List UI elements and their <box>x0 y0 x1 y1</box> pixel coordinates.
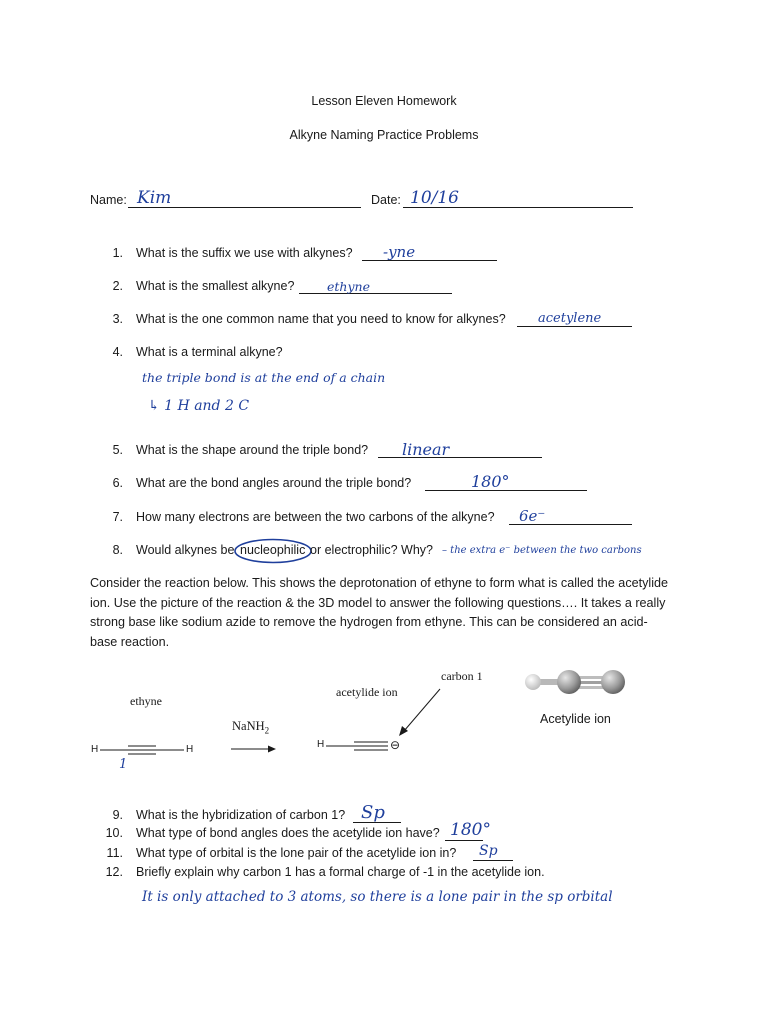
q6-number: 6. <box>112 476 123 490</box>
q12-answer: It is only attached to 3 atoms, so there is a lone pair in the sp orbital <box>142 889 613 905</box>
q2-answer-line[interactable] <box>299 293 452 294</box>
date-value: 10/16 <box>410 188 459 208</box>
q5-answer: linear <box>402 440 450 459</box>
q11-answer-line[interactable] <box>473 860 513 861</box>
reaction-arrow <box>230 743 278 755</box>
q8-text-b: or electrophilic? Why? <box>310 543 433 557</box>
q11-number: 11. <box>106 846 123 860</box>
q3-answer-line[interactable] <box>517 326 632 327</box>
q3-number: 3. <box>112 312 123 326</box>
q6-text: What are the bond angles around the triple bond? <box>136 476 412 490</box>
q11-answer: Sp <box>479 843 498 859</box>
q4-answer-line2: ↳ 1 H and 2 C <box>148 398 250 414</box>
q2-text: What is the smallest alkyne? <box>136 279 295 293</box>
q8-answer: – the extra e⁻ between the two carbons <box>442 545 642 556</box>
q1-number: 1. <box>112 246 123 260</box>
q4-text: What is a terminal alkyne? <box>136 345 283 359</box>
ethyne-hw-mark: 1 <box>119 757 128 772</box>
q1-answer: -yne <box>383 243 416 261</box>
q7-text: How many electrons are between the two carbons of the alkyne? <box>136 510 495 524</box>
q8-text-a: Would alkynes be <box>136 543 235 557</box>
acetylide-label: acetylide ion <box>336 685 398 699</box>
page-title: Lesson Eleven Homework <box>311 94 457 108</box>
q7-number: 7. <box>112 510 123 524</box>
q8-circle-mark <box>232 536 316 566</box>
negative-charge-icon: ⊖ <box>390 738 401 752</box>
ethyne-h-left: H <box>91 744 99 755</box>
name-value: Kim <box>137 188 172 208</box>
q4-answer-line1: the triple bond is at the end of a chain <box>142 370 386 385</box>
q9-answer: Sp <box>361 802 385 823</box>
reagent-label: NaNH$_2$ <box>232 719 270 736</box>
q5-text: What is the shape around the triple bond? <box>136 443 369 457</box>
acetylide-3d-model <box>518 664 630 700</box>
q10-answer-line[interactable] <box>445 840 483 841</box>
q8-circled-word: nucleophilic <box>240 543 306 557</box>
acetylide-model-label: Acetylide ion <box>540 712 611 726</box>
acetylide-h: H <box>317 739 325 750</box>
carbon1-pointer-arrow <box>396 686 444 738</box>
q8-number: 8. <box>112 543 123 557</box>
q10-text: What type of bond angles does the acetylide ion have? <box>136 826 440 840</box>
q2-number: 2. <box>112 279 123 293</box>
reaction-paragraph: Consider the reaction below. This shows the deprotonation of ethyne to form what is called the acetylide ion. Use the picture of the reaction & the 3D model to answer the following questions…. It takes a really strong base like sodium azide to remove the hydrogen from ethyne. This can be considered an acid-base reaction. <box>90 576 669 649</box>
q9-text: What is the hybridization of carbon 1? <box>136 808 346 822</box>
q10-number: 10. <box>105 826 123 840</box>
name-label: Name: <box>90 193 127 207</box>
q10-answer: 180° <box>450 820 491 840</box>
q3-answer: acetylene <box>538 311 602 326</box>
q6-answer: 180° <box>471 472 510 491</box>
page-subtitle: Alkyne Naming Practice Problems <box>289 128 479 142</box>
ethyne-structure <box>98 740 188 760</box>
q9-number: 9. <box>112 808 123 822</box>
q3-text: What is the one common name that you need to know for alkynes? <box>136 312 506 326</box>
acetylide-structure <box>324 736 394 756</box>
q12-number: 12. <box>105 865 123 879</box>
q7-answer: 6e⁻ <box>519 507 546 525</box>
q11-text: What type of orbital is the lone pair of the acetylide ion in? <box>136 846 457 860</box>
ethyne-label: ethyne <box>130 694 162 708</box>
date-label: Date: <box>371 193 401 207</box>
q12-text: Briefly explain why carbon 1 has a formal charge of -1 in the acetylide ion. <box>136 865 545 879</box>
q2-answer: ethyne <box>327 279 370 294</box>
carbon1-label: carbon 1 <box>441 669 483 683</box>
ethyne-h-right: H <box>186 744 194 755</box>
q4-number: 4. <box>112 345 123 359</box>
q1-text: What is the suffix we use with alkynes? <box>136 246 353 260</box>
q5-number: 5. <box>112 443 123 457</box>
